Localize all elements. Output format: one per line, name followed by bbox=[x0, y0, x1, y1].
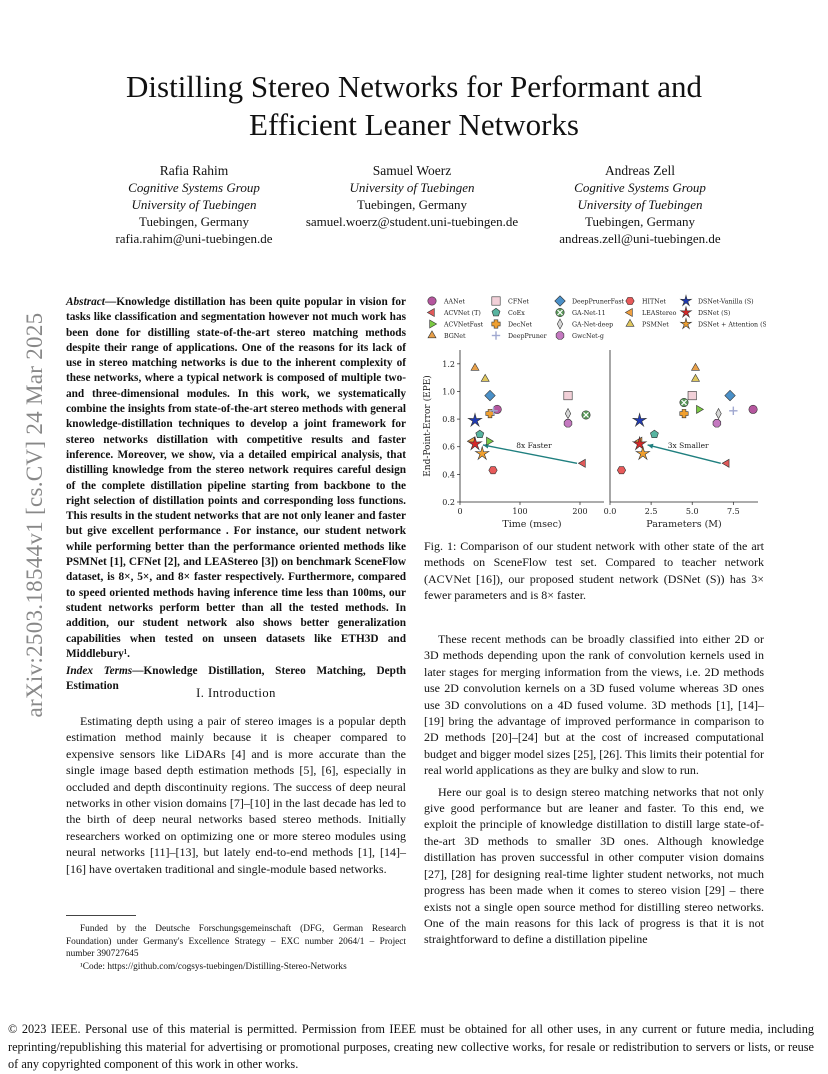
legend-label-ga-net-deep: GA-Net-deep bbox=[572, 321, 614, 329]
legend-marker-leastereo bbox=[625, 308, 632, 316]
chart-time bbox=[422, 350, 604, 530]
point-dsnet-vanilla-s bbox=[468, 413, 481, 426]
arxiv-sidebar bbox=[10, 250, 60, 780]
author-group: Cognitive Systems Group bbox=[128, 180, 260, 195]
legend-label-gwcnet-g: GwcNet-g bbox=[572, 332, 604, 340]
introduction bbox=[66, 713, 406, 877]
y-axis-label: End-Point-Error (EPE) bbox=[423, 375, 433, 477]
point-ga-net-11 bbox=[680, 398, 688, 406]
legend-marker-cfnet bbox=[492, 297, 500, 305]
footnote-code[interactable]: ¹Code: https://github.com/cogsys-tuebingen/Distilling-Stereo-Networks bbox=[80, 961, 347, 972]
point-gwcnet-g bbox=[713, 419, 721, 427]
legend-label-bgnet: BGNet bbox=[444, 332, 466, 340]
chart-params bbox=[604, 350, 758, 530]
point-hitnet bbox=[489, 467, 497, 474]
legend-marker-aanet bbox=[428, 297, 436, 305]
author-name: Rafia Rahim bbox=[159, 163, 229, 178]
author-group: Cognitive Systems Group bbox=[574, 180, 706, 195]
point-deepprunerfast bbox=[485, 390, 496, 401]
title-line-2: Efficient Leaner Networks bbox=[249, 107, 579, 142]
index-terms-label: Index Terms bbox=[66, 665, 133, 678]
point-hitnet bbox=[617, 467, 625, 474]
y-tick-label: 0.4 bbox=[442, 470, 455, 480]
author-name: Samuel Woerz bbox=[372, 163, 452, 178]
x-axis-label: Time (msec) bbox=[502, 519, 562, 530]
point-cfnet bbox=[688, 391, 696, 399]
point-acvnet-t bbox=[578, 459, 585, 467]
paragraph: Here our goal is to design stereo matching networks that not only give good performance but are leaner and faster. To this end, we exploit the principle of knowledge distillation to distill large state-of-the-art 3D methods to smaller 3D ones. Although knowledge distillation has proven successful in other computer vision domains [27], [28] for designing real-time lighter student networks, not much progress has been made when it comes to stereo vision [29] – there exists not a single open source method for distilling stereo networks. One of the main reasons for this lack of progress is that it is not straightforward to define a distillation pipeline bbox=[424, 784, 764, 947]
title-line-1: Distilling Stereo Networks for Performant and bbox=[126, 69, 702, 104]
legend-label-leastereo: LEAStereo bbox=[642, 309, 677, 317]
footnote-rule bbox=[66, 915, 136, 916]
legend-marker-ga-net-deep bbox=[557, 319, 562, 329]
x-tick-label: 200 bbox=[572, 507, 588, 516]
x-tick-label: 5.0 bbox=[685, 507, 699, 516]
legend-label-hitnet: HITNet bbox=[642, 298, 666, 306]
author-block-1 bbox=[74, 162, 314, 247]
point-psmnet bbox=[481, 374, 489, 381]
point-dsnet-vanilla-s bbox=[633, 413, 646, 426]
annotation-label: 8x Faster bbox=[516, 441, 552, 451]
x-tick-label: 7.5 bbox=[726, 507, 740, 516]
y-tick-label: 1.0 bbox=[442, 387, 455, 397]
right-column bbox=[424, 631, 764, 948]
paragraph: These recent methods can be broadly classified into either 2D or 3D methods depending upon the rank of convolution kernels used in later stages for merging information from the views, i.e. 2D methods use 2D convolution kernels on a 3D fused volume whereas 3D ones use 3D convolutions on a 4D fused volume. 3D methods [1], [14]–[19] bring the advantage of improved performance in comparison to 2D methods [20]–[24] but at the cost of increased computational budget and bigger model sizes [25], [26]. This limits their potential for real world applications as they are bulky and slow to run. bbox=[424, 632, 764, 778]
legend-label-acvnet-t: ACVNet (T) bbox=[444, 309, 481, 317]
annotation-label: 3x Smaller bbox=[667, 441, 709, 451]
point-bgnet bbox=[471, 363, 479, 370]
legend-label-cfnet: CFNet bbox=[508, 298, 529, 306]
point-acvnet-t bbox=[722, 459, 729, 467]
point-cfnet bbox=[564, 391, 572, 399]
legend-marker-dsnet-attention-s bbox=[681, 318, 692, 328]
figure-1 bbox=[414, 290, 766, 530]
legend-label-acvnetfast: ACVNetFast bbox=[444, 321, 484, 329]
author-name: Andreas Zell bbox=[604, 163, 676, 178]
x-tick-label: 100 bbox=[512, 507, 528, 516]
point-aanet bbox=[749, 405, 757, 413]
point-bgnet bbox=[692, 363, 700, 370]
y-tick-label: 0.2 bbox=[442, 498, 455, 507]
index-terms-text: —Knowledge Distillation, Stereo Matching, Depth Estimation bbox=[66, 665, 406, 693]
legend-marker-hitnet bbox=[626, 297, 634, 304]
legend-marker-gwcnet-g bbox=[556, 332, 564, 340]
legend-marker-dsnet-s bbox=[681, 307, 692, 317]
legend-label-coex: CoEx bbox=[508, 309, 525, 317]
chart-legend bbox=[427, 295, 766, 339]
point-ga-net-11 bbox=[582, 411, 590, 419]
legend-marker-bgnet bbox=[428, 331, 436, 338]
legend-marker-dsnet-vanilla-s bbox=[681, 295, 692, 305]
point-dsnet-s bbox=[633, 437, 646, 450]
legend-marker-deepprunerfast bbox=[555, 296, 566, 307]
footnotes bbox=[66, 923, 406, 973]
point-deeppruner bbox=[729, 407, 737, 415]
y-tick-label: 0.8 bbox=[442, 415, 455, 425]
abstract-text: —Knowledge distillation has been quite popular in vision for tasks like classification and segmentation however not much work has been done for distilling state-of-the-art stereo matching methods despite their range of applications. One of the reasons for its lack of use in stereo matching networks is due to the inherent complexity of these networks, where a typical network is composed of multiple two- and three-dimensional modules. In this work, we systematically combine the insights from state-of-the-art stereo methods with general knowledge-distillation techniques to develop a joint framework for stereo networks distillation with competitive results and faster inference. Moreover, we show, via a detailed empirical analysis, that distilling knowledge from the stereo network requires careful design of the complete distillation pipeline starting from backbone to the right selection of distillation points and corresponding loss functions. This results in the student networks that are not only leaner and faster but give excellent performance . For instance, our student network while performing better than the performance oriented methods like PSMNet [1], CFNet [2], and LEAStereo [3]) on benchmark SceneFlow dataset, is 8×, 5×, and 8× faster respectively. Furthermore, compared to speed oriented methods having inference time less than 100ms, our student networks perform better than all the tested methods. In addition, our student network also shows better generalization capabilities when tested on unseen datasets like ETH3D and Middlebury¹. bbox=[66, 296, 406, 660]
legend-label-deeppruner: DeepPruner bbox=[508, 332, 547, 340]
abstract-label: Abstract bbox=[66, 296, 105, 308]
point-acvnetfast bbox=[696, 405, 703, 413]
legend-marker-decnet bbox=[492, 320, 500, 328]
author-location: Tuebingen, Germany bbox=[138, 214, 249, 229]
legend-label-dsnet-s: DSNet (S) bbox=[698, 309, 731, 317]
author-location: Tuebingen, Germany bbox=[356, 197, 467, 212]
legend-marker-deeppruner bbox=[492, 331, 500, 339]
x-tick-label: 2.5 bbox=[644, 507, 658, 516]
author-university: University of Tuebingen bbox=[577, 197, 703, 212]
x-tick-label: 0.0 bbox=[603, 507, 617, 516]
legend-marker-acvnet-t bbox=[427, 308, 434, 316]
point-dsnet-s bbox=[468, 437, 481, 450]
point-ga-net-deep bbox=[565, 409, 570, 419]
point-dsnet-attention-s bbox=[636, 447, 649, 460]
copyright-notice: © 2023 IEEE. Personal use of this material is permitted. Permission from IEEE must be obtained for all other uses, in any current or future media, including reprinting/republishing this material for advertising or promotional purposes, creating new collective works, for resale or redistribution to servers or lists, or reuse of any copyrighted component of this work in other works. bbox=[8, 1022, 814, 1072]
legend-label-aanet: AANet bbox=[444, 298, 465, 306]
y-tick-label: 1.2 bbox=[442, 359, 455, 369]
author-email[interactable]: samuel.woerz@student.uni-tuebingen.de bbox=[305, 214, 519, 229]
legend-marker-ga-net-11 bbox=[556, 308, 564, 316]
legend-label-deepprunerfast: DeepPrunerFast bbox=[572, 298, 625, 306]
point-coex bbox=[650, 430, 658, 438]
point-ga-net-deep bbox=[716, 409, 721, 419]
author-email[interactable]: andreas.zell@uni-tuebingen.de bbox=[559, 231, 721, 246]
author-block-2 bbox=[292, 162, 532, 230]
legend-label-ga-net-11: GA-Net-11 bbox=[572, 309, 606, 317]
footnote-funding: Funded by the Deutsche Forschungsgemeinschaft (DFG, German Research Foundation) under Germany's Excellence Strategy – EXC number 2064/1 – Project number 390727645 bbox=[66, 924, 406, 959]
figure-caption: Fig. 1: Comparison of our student network with other state of the art methods on SceneFlow test set. Compared to teacher network (ACVNet [16]), our proposed student network (DSNet (S)) has 3× fewer parameters and is 8× faster. bbox=[424, 539, 764, 603]
legend-label-dsnet-attention-s: DSNet + Attention (S) bbox=[698, 321, 766, 329]
author-location: Tuebingen, Germany bbox=[584, 214, 695, 229]
author-university: University of Tuebingen bbox=[349, 180, 475, 195]
section-heading: I. Introduction bbox=[196, 686, 276, 700]
point-gwcnet-g bbox=[564, 419, 572, 427]
legend-label-psmnet: PSMNet bbox=[642, 321, 669, 329]
legend-marker-psmnet bbox=[626, 319, 634, 326]
abstract bbox=[66, 295, 406, 695]
author-email[interactable]: rafia.rahim@uni-tuebingen.de bbox=[115, 231, 273, 246]
intro-paragraph: Estimating depth using a pair of stereo images is a popular depth estimation method mainly because it is cheaper compared to expensive sensors like LiDARs [4] and is more accurate than the single image based depth estimation methods [5], [6], especially in occluded and depth discontinuity regions. The success of deep neural networks in other vision domains [7]–[10] in the last decade has led to the birth of deep neural networks based stereo methods. Initially researchers worked on optimizing one or more stereo modules using neural networks [11]–[13], but lately end-to-end methods [1], [14]–[16] have overtaken traditional and single-module based networks. bbox=[66, 714, 406, 876]
paper-title bbox=[60, 68, 768, 144]
x-tick-label: 0 bbox=[457, 507, 463, 516]
legend-marker-coex bbox=[492, 308, 500, 316]
legend-marker-acvnetfast bbox=[430, 320, 437, 328]
point-deepprunerfast bbox=[725, 390, 736, 401]
point-coex bbox=[476, 430, 484, 438]
point-psmnet bbox=[692, 374, 700, 381]
legend-label-decnet: DecNet bbox=[508, 321, 533, 329]
author-university: University of Tuebingen bbox=[131, 197, 257, 212]
y-tick-label: 0.6 bbox=[442, 442, 455, 452]
arxiv-id[interactable]: arXiv:2503.18544v1 [cs.CV] 24 Mar 2025 bbox=[22, 312, 47, 718]
legend-label-dsnet-vanilla-s: DSNet-Vanilla (S) bbox=[698, 298, 754, 306]
author-block-3 bbox=[520, 162, 760, 247]
x-axis-label: Parameters (M) bbox=[646, 519, 722, 530]
point-decnet bbox=[680, 409, 688, 417]
scatter-figure bbox=[414, 290, 766, 530]
point-acvnetfast bbox=[486, 437, 493, 445]
